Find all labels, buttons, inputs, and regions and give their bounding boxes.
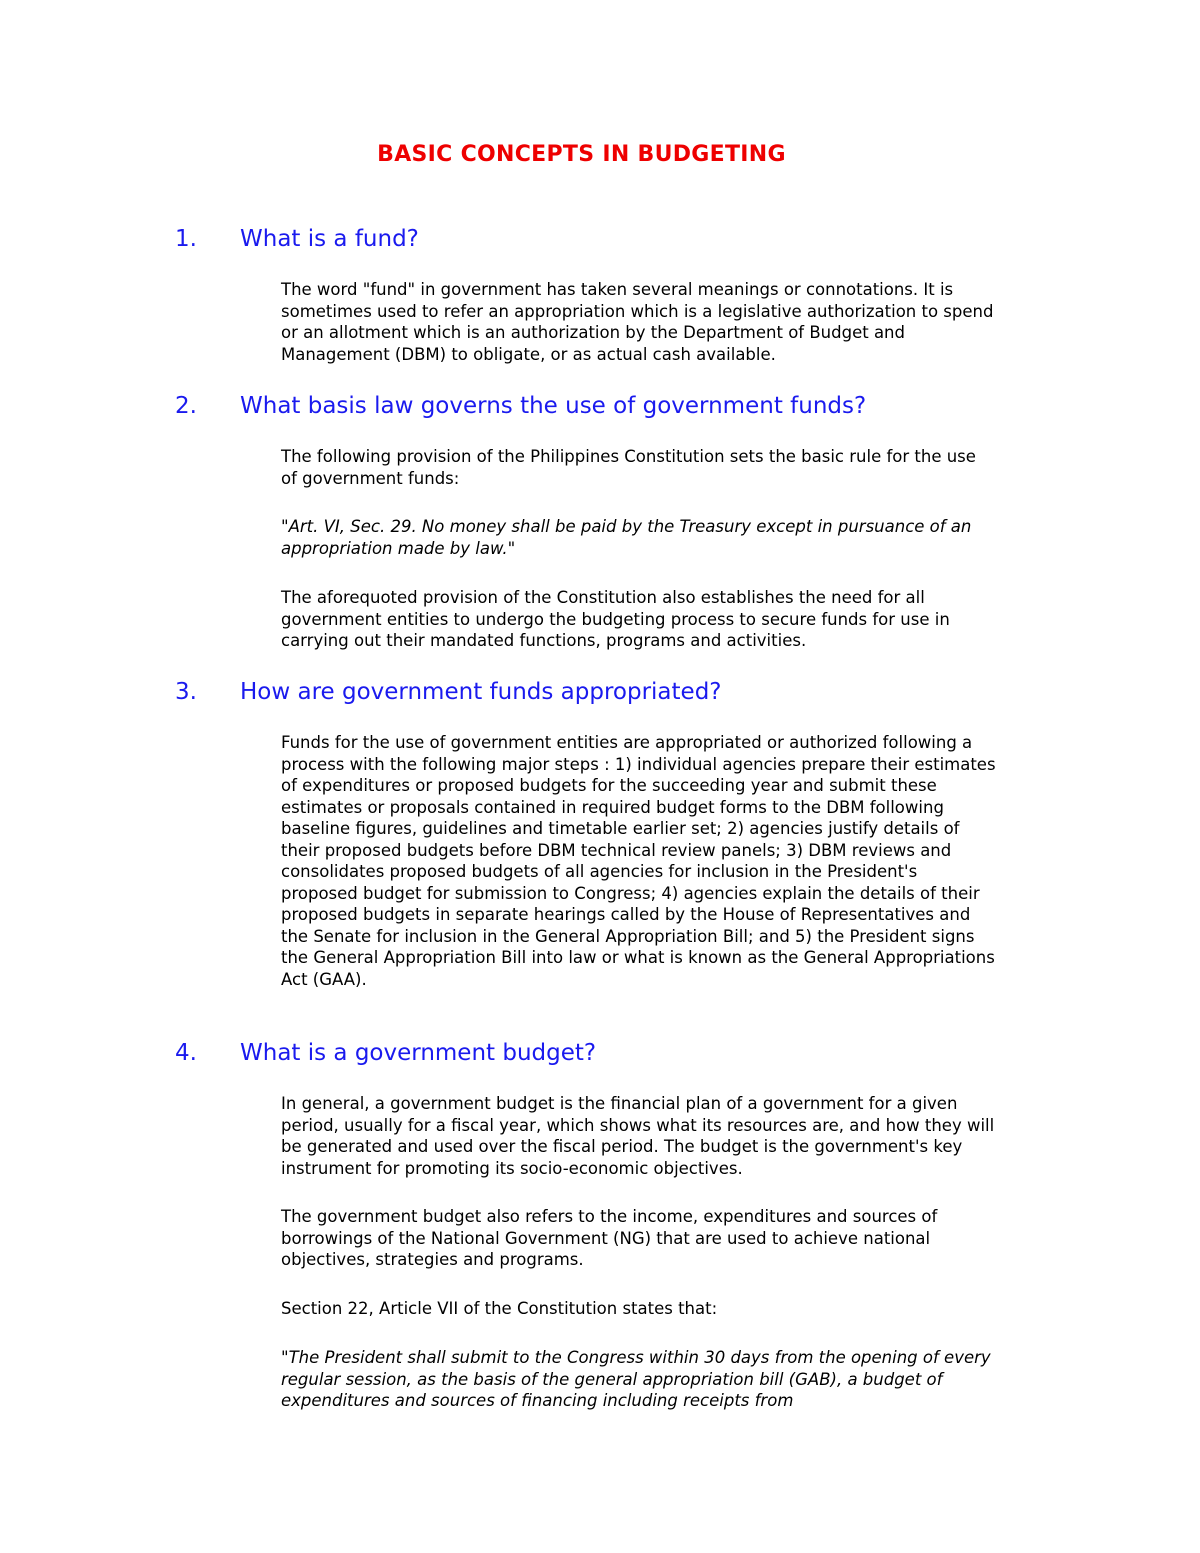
section-4-paragraph-1: In general, a government budget is the financial plan of a government for a given period, usually for a fiscal year, which shows what its resources are, and how they will be generated and used over the fiscal period. The budget is the government's key instrument for promoting its socio-economic objectives. <box>281 1094 995 1178</box>
document-title: BASIC CONCEPTS IN BUDGETING <box>377 142 786 167</box>
section-heading-1 <box>175 226 419 252</box>
section-number: 4. <box>175 1040 197 1066</box>
section-2-quote: "Art. VI, Sec. 29. No money shall be paid by the Treasury except in pursuance of an appropriation made by law." <box>281 517 972 558</box>
section-4-paragraph-2: The government budget also refers to the income, expenditures and sources of borrowings of the National Government (NG) that are used to achieve national objectives, strategies and programs. <box>281 1207 938 1269</box>
section-number: 3. <box>175 679 197 705</box>
section-heading-3 <box>175 679 722 705</box>
section-4-quote: "The President shall submit to the Congress within 30 days from the opening of every regular session, as the basis of the general appropriation bill (GAB), a budget of expenditures and sources of financing including receipts from <box>281 1348 991 1410</box>
section-heading-2 <box>175 393 866 419</box>
section-3-paragraph-1: Funds for the use of government entities are appropriated or authorized following a process with the following major steps : 1) individual agencies prepare their estimates of expenditures or proposed budgets for the succeeding year and submit these estimates or proposals contained in required budget forms to the DBM following baseline figures, guidelines and timetable earlier set; 2) agencies justify details of their proposed budgets before DBM technical review panels; 3) DBM reviews and consolidates proposed budgets of all agencies for inclusion in the President's proposed budget for submission to Congress; 4) agencies explain the details of their proposed budgets in separate hearings called by the House of Representatives and the Senate for inclusion in the General Appropriation Bill; and 5) the President signs the General Appropriation Bill into law or what is known as the General Appropriations Act (GAA). <box>281 733 996 989</box>
section-2-paragraph-2: The aforequoted provision of the Constitution also establishes the need for all government entities to undergo the budgeting process to secure funds for use in carrying out their mandated functions, programs and activities. <box>281 588 950 650</box>
section-4-paragraph-3: Section 22, Article VII of the Constitution states that: <box>281 1299 718 1318</box>
section-2-paragraph-1: The following provision of the Philippines Constitution sets the basic rule for the use of government funds: <box>281 447 976 488</box>
section-question: What basis law governs the use of government funds? <box>240 393 867 419</box>
section-number: 1. <box>175 226 197 252</box>
section-1-paragraph-1: The word "fund" in government has taken several meanings or connotations. It is sometimes used to refer an appropriation which is a legislative authorization to spend or an allotment which is an authorization by the Department of Budget and Management (DBM) to obligate, or as actual cash available. <box>281 280 994 364</box>
section-question: What is a fund? <box>240 226 419 252</box>
section-number: 2. <box>175 393 197 419</box>
section-question: How are government funds appropriated? <box>240 679 722 705</box>
section-heading-4 <box>175 1040 596 1066</box>
section-question: What is a government budget? <box>240 1040 597 1066</box>
